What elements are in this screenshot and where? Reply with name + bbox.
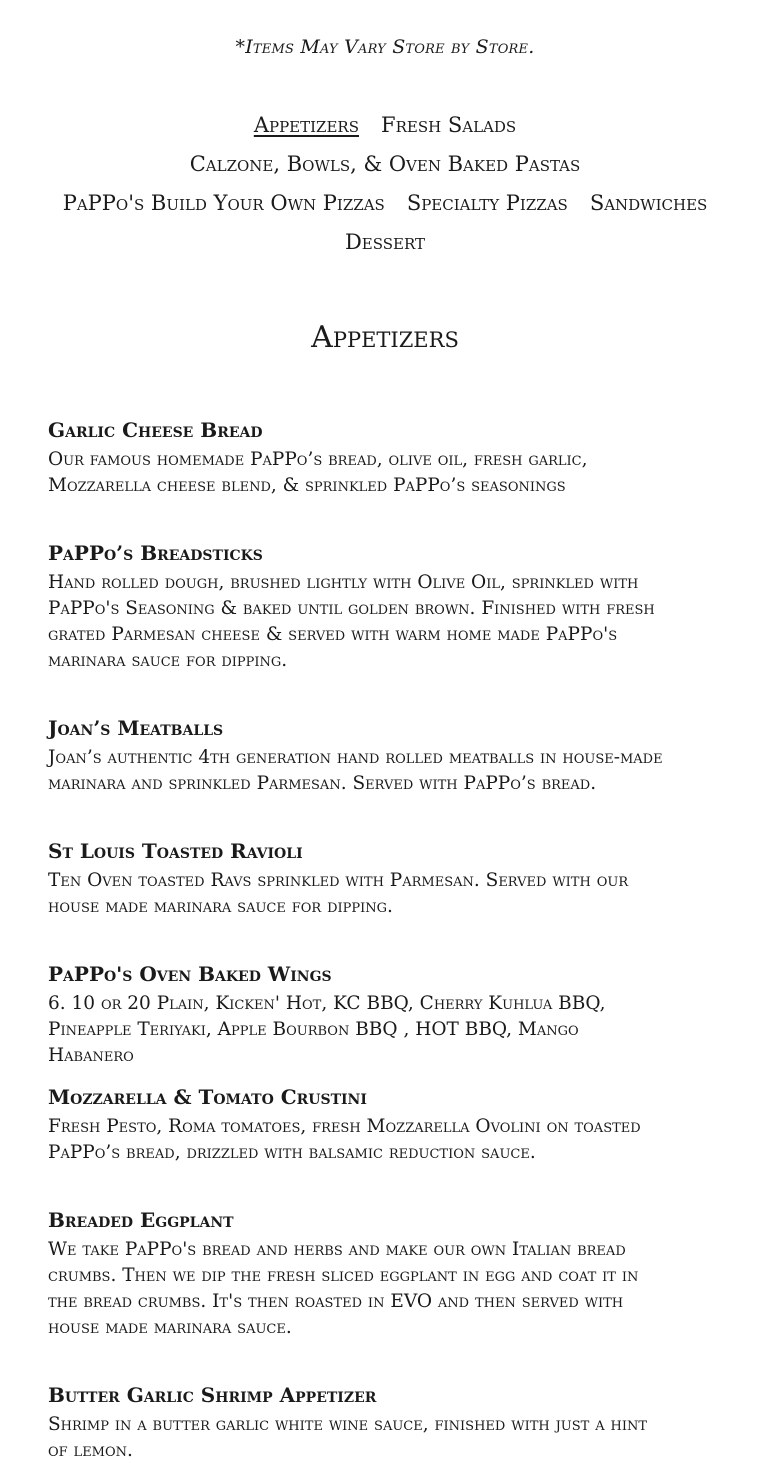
menu-item-name: Mozzarella & Tomato Crustini xyxy=(48,1085,367,1109)
menu-item xyxy=(48,1382,670,1464)
menu-item xyxy=(48,417,670,499)
nav-link-dessert[interactable]: Dessert xyxy=(344,230,426,254)
nav-link-appetizers[interactable]: Appetizers xyxy=(253,113,359,137)
nav-row-1 xyxy=(0,106,770,145)
menu-item xyxy=(48,961,670,1069)
nav-link-fresh-salads[interactable]: Fresh Salads xyxy=(381,113,517,137)
menu-item-name: Garlic Cheese Bread xyxy=(48,418,263,442)
menu-item-name: St Louis Toasted Ravioli xyxy=(48,839,303,863)
menu-item-name: Joan’s Meatballs xyxy=(48,716,224,740)
menu-item-name: Breaded Eggplant xyxy=(48,1208,234,1232)
menu-item-description: Fresh Pesto, Roma tomatoes, fresh Mozzarella Ovolini on toasted PaPPo’s bread, drizzled with balsamic reduction sauce. xyxy=(48,1116,641,1163)
nav-row-3 xyxy=(0,184,770,223)
menu-item-name: Butter Garlic Shrimp Appetizer xyxy=(48,1383,377,1407)
nav-link-specialty-pizzas[interactable]: Specialty Pizzas xyxy=(406,191,568,215)
menu-item-name: PaPPo’s Breadsticks xyxy=(48,541,263,565)
menu-item xyxy=(48,1207,670,1341)
menu-item xyxy=(48,540,670,674)
menu-item xyxy=(48,1084,670,1166)
nav-row-2 xyxy=(0,145,770,184)
menu-item-description: Ten Oven toasted Ravs sprinkled with Parmesan. Served with our house made marinara sauce for dipping. xyxy=(48,870,629,917)
nav-row-4 xyxy=(0,223,770,262)
section-title: Appetizers xyxy=(311,320,459,355)
menu-item xyxy=(48,715,670,797)
menu-item-description: Our famous homemade PaPPo’s bread, olive oil, fresh garlic, Mozzarella cheese blend, & sprinkled PaPPo’s seasonings xyxy=(48,449,588,496)
menu-item-description: 6. 10 or 20 Plain, Kicken' Hot, KC BBQ, Cherry Kuhlua BBQ, Pineapple Teriyaki, Apple Bourbon BBQ , HOT BBQ, Mango Habanero xyxy=(48,993,606,1066)
menu-item xyxy=(48,838,670,920)
menu-item-name: PaPPo's Oven Baked Wings xyxy=(48,962,332,986)
menu-item-description: Shrimp in a butter garlic white wine sauce, finished with just a hint of lemon. xyxy=(48,1414,648,1461)
nav-link-sandwiches[interactable]: Sandwiches xyxy=(589,191,708,215)
menu-category-nav xyxy=(0,106,770,262)
menu-item-description: Hand rolled dough, brushed lightly with Olive Oil, sprinkled with PaPPo's Seasoning & baked until golden brown. Finished with fresh grated Parmesan cheese & served with warm home made PaPPo's marinara sauce for dipping. xyxy=(48,572,655,671)
menu-item-description: We take PaPPo's bread and herbs and make our own Italian bread crumbs. Then we dip the fresh sliced eggplant in egg and coat it in the bread crumbs. It's then roasted in EVO and then served with house made marinara sauce. xyxy=(48,1239,639,1338)
nav-link-build-your-own-pizzas[interactable]: PaPPo's Build Your Own Pizzas xyxy=(62,191,385,215)
nav-link-calzone-bowls-pastas[interactable]: Calzone, Bowls, & Oven Baked Pastas xyxy=(189,152,581,176)
menu-item-description: Joan’s authentic 4th generation hand rolled meatballs in house-made marinara and sprinkled Parmesan. Served with PaPPo’s bread. xyxy=(48,747,663,794)
store-variation-note: *Items May Vary Store by Store. xyxy=(235,36,535,58)
